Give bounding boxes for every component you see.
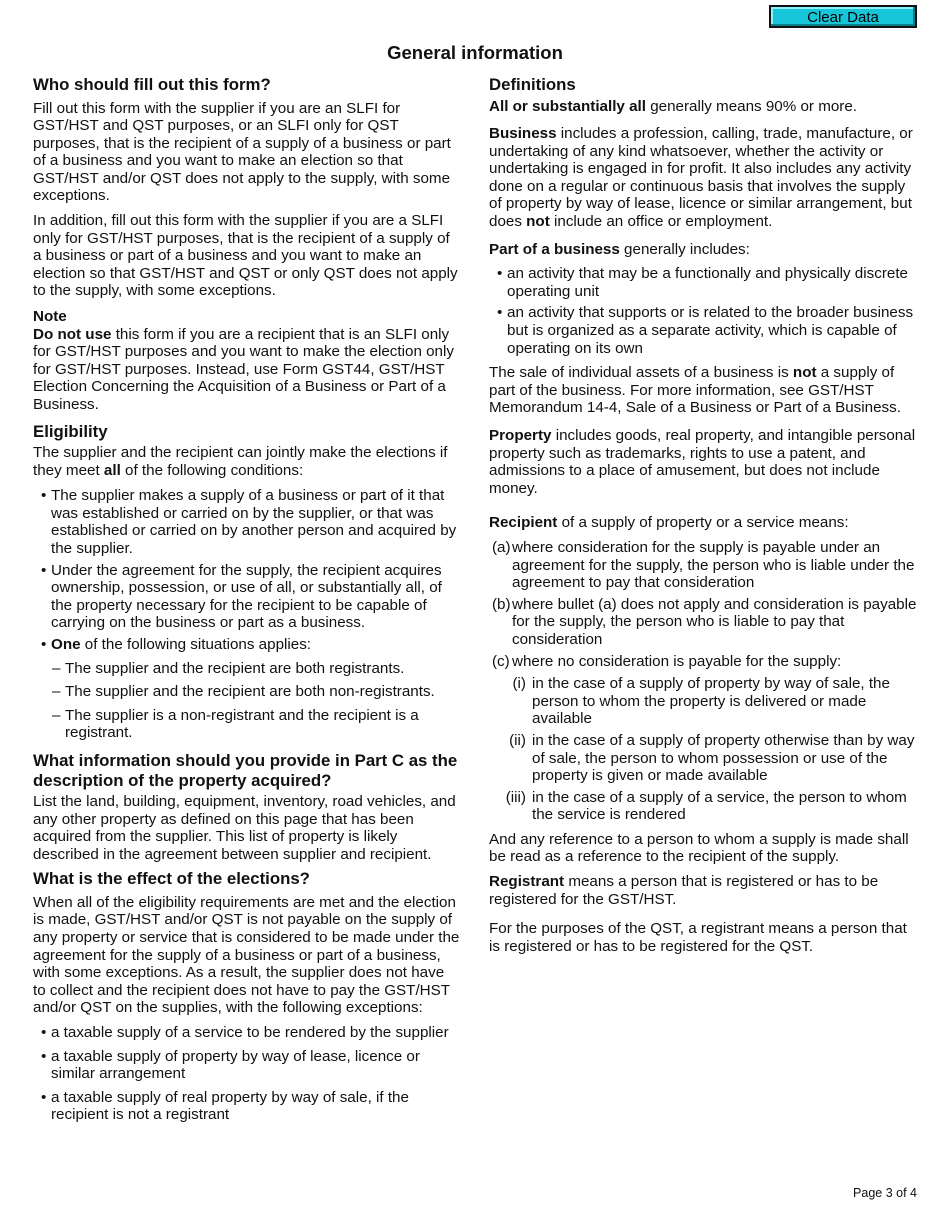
- left-column: [33, 75, 461, 1124]
- list-item: • One of the following situations applies:: [33, 636, 461, 654]
- sale-paragraph: The sale of individual assets of a business is not a supply of part of the business. For more information, see GST/HST Memorandum 14-4, Sale of a Business or Part of a Business.: [489, 364, 901, 417]
- list-item: (i) in the case of a supply of property by way of sale, the person to whom the property is delivered or made available: [512, 675, 890, 728]
- no-consideration-list: [490, 675, 921, 824]
- qst-paragraph: For the purposes of the QST, a registrant means a person that is registered or has to be registered for the QST.: [489, 920, 907, 955]
- right-column: [489, 75, 921, 955]
- effect-paragraph: When all of the eligibility requirements are met and the election is made, GST/HST and/or QST is not payable on the supply of any property or service that is considered to be made under the agreement for the supply of a business or part of a business, with some exceptions. As a result, the supplier does not have to collect and the recipient does not have to pay the GST/HST and/or QST on the supplies, with the following exceptions:: [33, 893, 460, 1017]
- effect-heading: What is the effect of the elections?: [33, 869, 310, 889]
- list-item: • a taxable supply of a service to be rendered by the supplier: [33, 1024, 461, 1042]
- def-all-substantially: All or substantially all generally means 90% or more.: [489, 97, 858, 115]
- def-business: Business includes a profession, calling, trade, manufacture, or undertaking of any kind whatsoever, whether the activity or undertaking is engaged in for profit. It also includes any activity done on a regular or continuous basis that involves the supply of property by way of lease, licence or similar arrangement, but does not include an office or employment.: [489, 125, 913, 231]
- def-property: Property includes goods, real property, and intangible personal property such as trademarks, rights to use a patent, and admissions to a place of amusement, but does not include money.: [489, 427, 916, 497]
- def-recipient: Recipient of a supply of property or a service means:: [489, 514, 849, 532]
- note-text: this form if you are a recipient that is an SLFI only for GST/HST purposes and you want to make the election only for GST/HST purposes. Instead, use Form GST44, GST/HST Election Concerning the Acquisition of a Business or Part of a Business.: [33, 325, 454, 413]
- reference-paragraph: And any reference to a person to whom a supply is made shall be read as a reference to the recipient of the supply.: [489, 830, 909, 866]
- list-item: • an activity that supports or is related to the broader business but is organized as a separate activity, which is capable of operating on its own: [489, 304, 921, 357]
- eligibility-list: [33, 487, 461, 653]
- definitions-heading: Definitions: [489, 75, 576, 94]
- def-part-of-business: Part of a business generally includes:: [489, 240, 750, 258]
- part-of-business-list: [489, 265, 921, 357]
- list-item: – The supplier and the recipient are both registrants.: [33, 660, 461, 678]
- note-bold: Do not use: [33, 325, 112, 343]
- exceptions-list: [33, 1024, 461, 1124]
- list-item: – The supplier and the recipient are both non-registrants.: [33, 683, 461, 701]
- page-title: General information: [387, 42, 563, 63]
- who-paragraph-1: Fill out this form with the supplier if you are an SLFI for GST/HST and QST purposes, or an SLFI only for QST purposes, that is the recipient of a supply of a business or part of a business and you want to make an election so that GST/HST and/or QST does not apply to the supply, with some exceptions.: [33, 99, 451, 205]
- recipient-list: [489, 539, 921, 824]
- who-paragraph-2: In addition, fill out this form with the supplier if you are a SLFI only for GST/HST purposes, that is the recipient of a supply of a business or part of a business and you want to make an election so that GST/HST and QST or only QST does not apply to the supply, with some exceptions.: [33, 212, 458, 300]
- part-c-heading: What information should you provide in Part C as the description of the property acquired?: [33, 751, 458, 790]
- list-item: (b) where bullet (a) does not apply and consideration is payable for the supply, the person who is liable to pay that consideration: [492, 595, 917, 648]
- list-item: • a taxable supply of real property by way of sale, if the recipient is not a registrant: [33, 1089, 461, 1124]
- list-item: • a taxable supply of property by way of lease, licence or similar arrangement: [33, 1048, 461, 1083]
- def-registrant: Registrant means a person that is registered or has to be registered for the GST/HST.: [489, 873, 879, 908]
- part-c-paragraph: List the land, building, equipment, inventory, road vehicles, and any other property as defined on this page that has been acquired from the supplier. This list of property is likely described in the agreement between supplier and recipient.: [33, 793, 456, 863]
- note-heading: Note: [33, 308, 67, 326]
- eligibility-intro: The supplier and the recipient can jointly make the elections if they meet all of the following conditions:: [33, 444, 448, 479]
- list-item: • an activity that may be a functionally and physically discrete operating unit: [489, 265, 921, 300]
- who-heading: Who should fill out this form?: [33, 75, 271, 94]
- list-item: (c) where no consideration is payable for the supply: (i) in the case of a supply of property by way of sale, the person to whom the property is delivered or made available (ii) in the case of a supply of property otherwise than by way of sale, the person to whom possession or use of the property is given or made available (iii) in the case of a supply of a service, the person to whom the service is rendered: [489, 653, 921, 824]
- list-item: • The supplier makes a supply of a business or part of it that was established or carried on by the supplier, or that was established or carried on by another person and acquired by the supplier.: [33, 487, 461, 557]
- note-paragraph: [33, 326, 461, 414]
- eligibility-heading: Eligibility: [33, 421, 108, 441]
- list-item: (ii) in the case of a supply of property otherwise than by way of sale, the person to whom possession or use of the property is given or made available: [509, 731, 915, 785]
- list-item: (iii) in the case of a supply of a service, the person to whom the service is rendered: [505, 788, 907, 824]
- situations-list: [33, 660, 461, 742]
- list-item: – The supplier is a non-registrant and the recipient is a registrant.: [33, 707, 461, 742]
- list-item: • Under the agreement for the supply, the recipient acquires ownership, possession, or use of all, or substantially all, of the property necessary for the recipient to be capable of carrying on the business or part as a business.: [33, 562, 461, 632]
- clear-data-button[interactable]: Clear Data: [769, 5, 917, 28]
- page-number: Page 3 of 4: [853, 1186, 917, 1200]
- list-item: (a) where consideration for the supply is payable under an agreement for the supply, the person who is liable under the agreement to pay that consideration: [492, 538, 915, 592]
